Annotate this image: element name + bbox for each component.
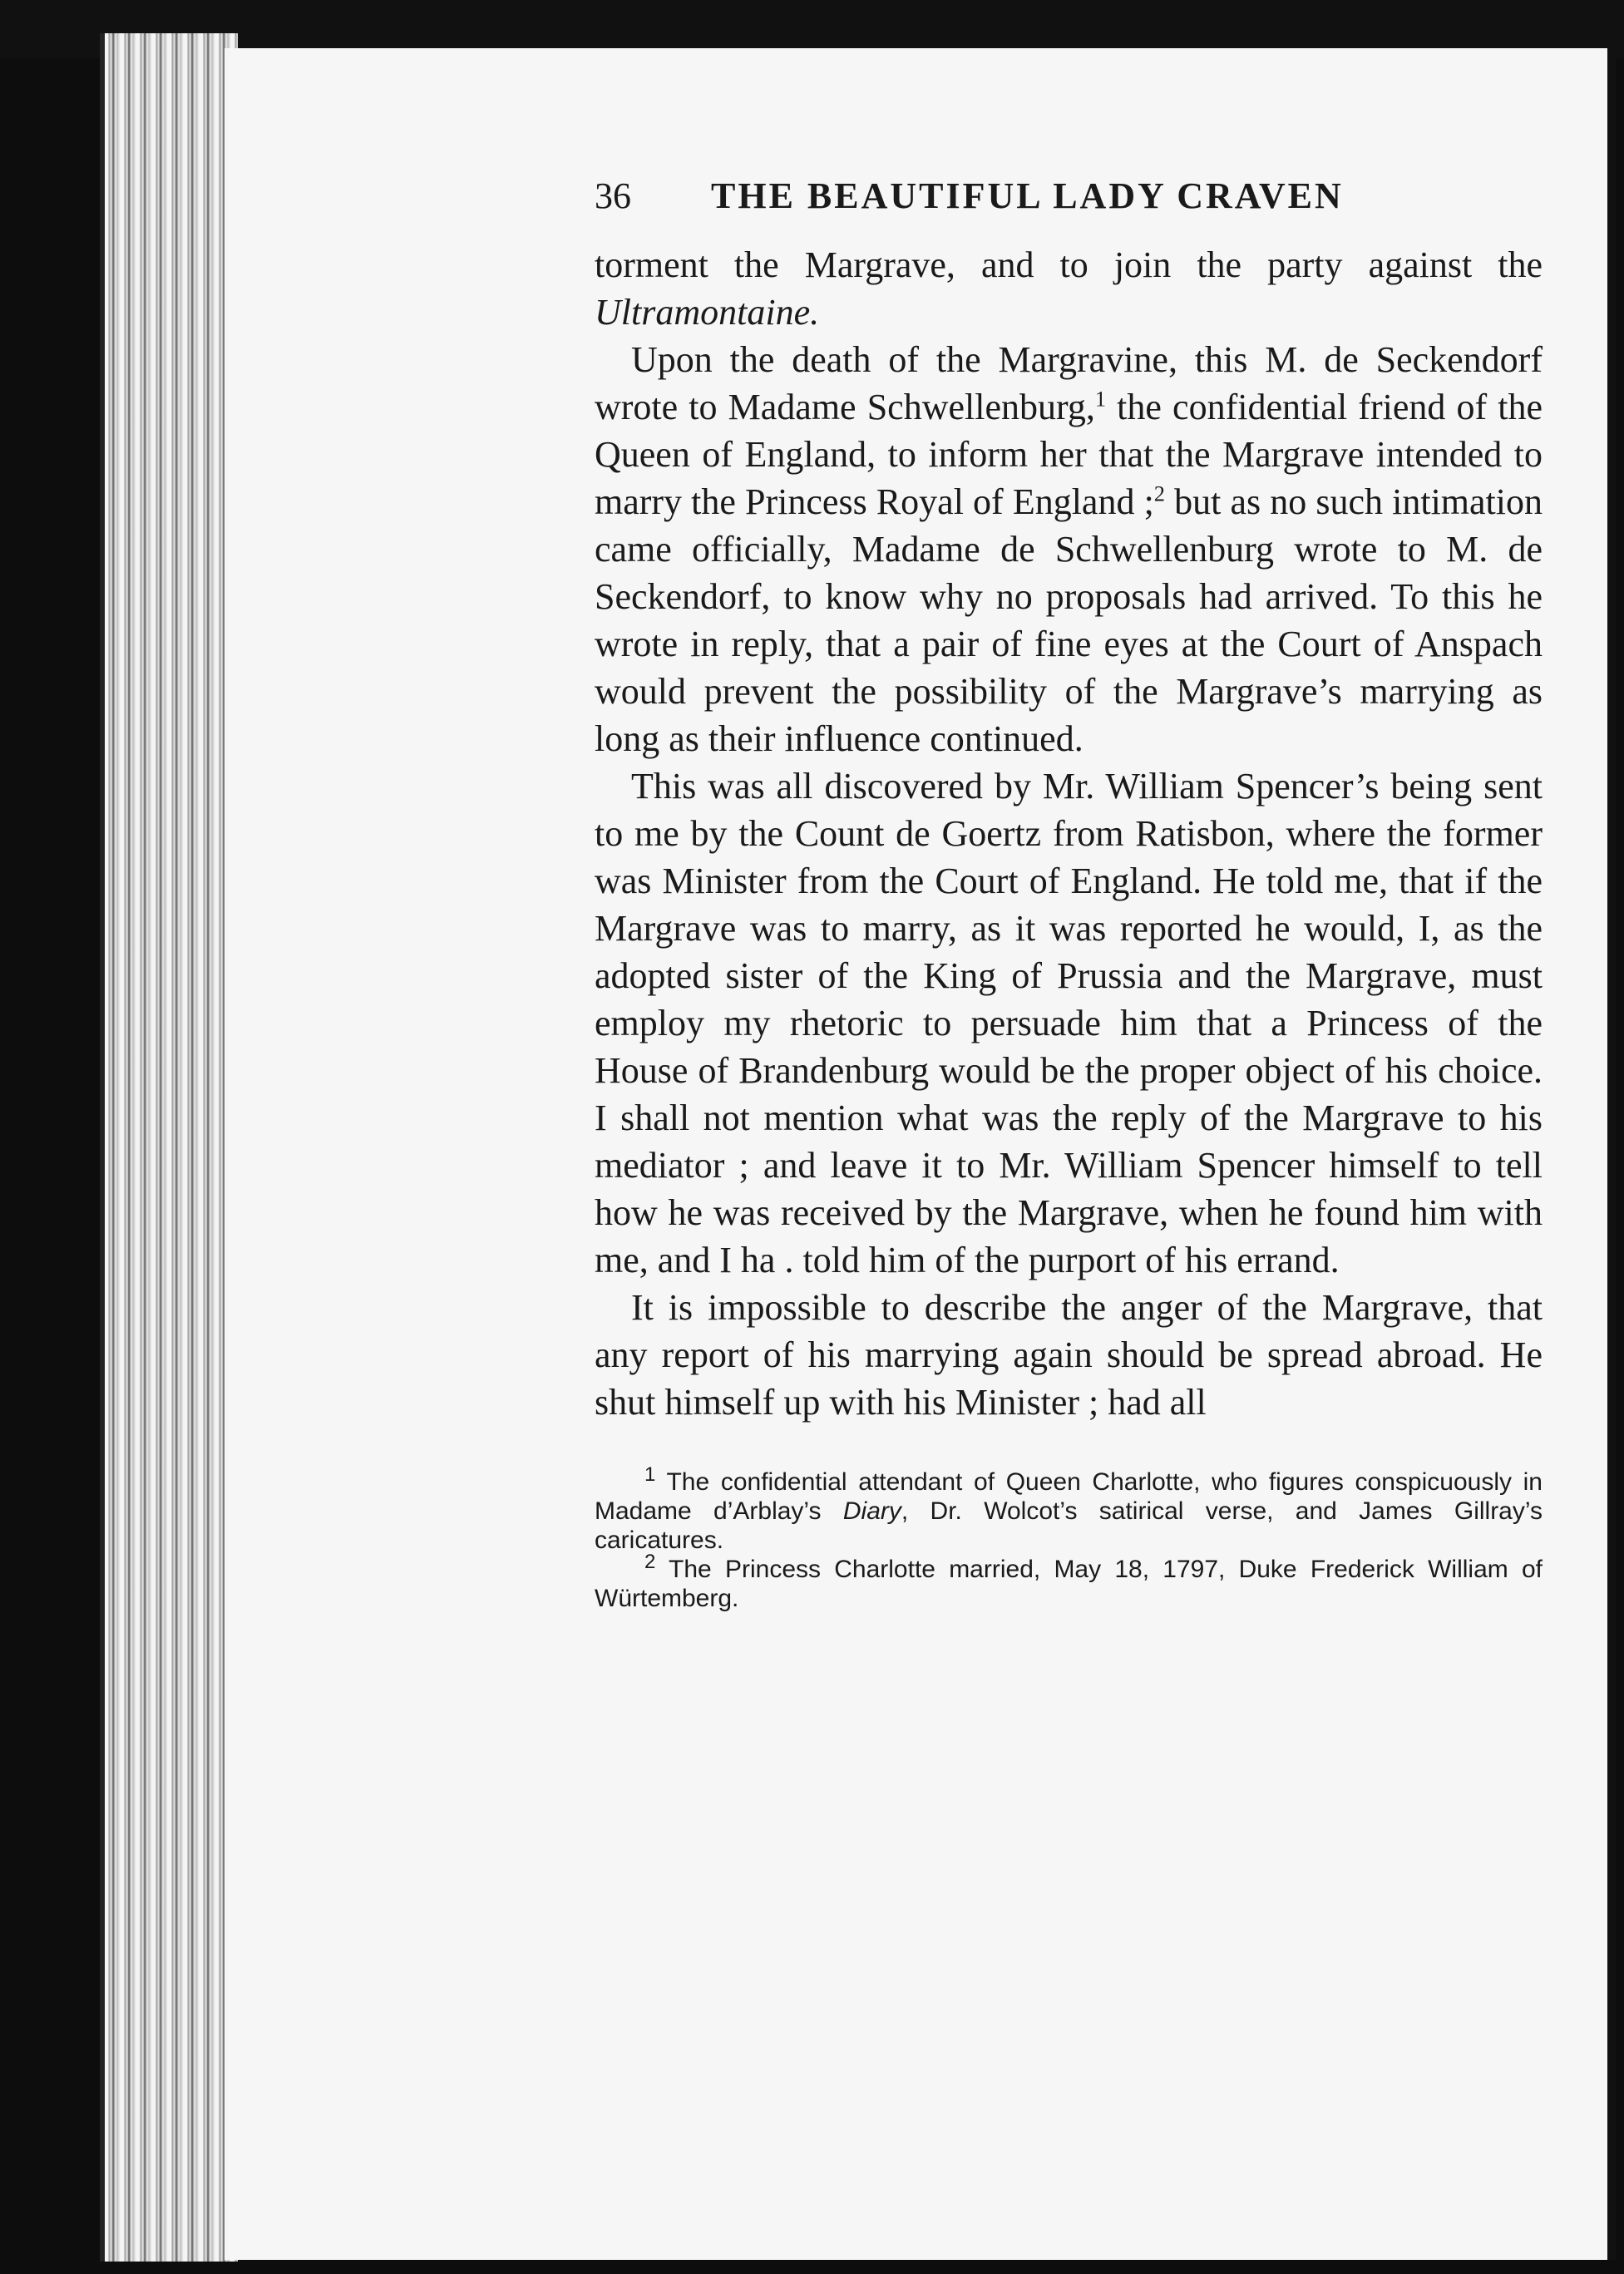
paragraph-1-italic: Ultramontaine. (595, 292, 820, 333)
footnote-1 (595, 1463, 1543, 1555)
footnote-1-marker: 1 (644, 1463, 656, 1486)
running-header (595, 175, 1543, 241)
footnote-1-part1: The confidential attendant of Queen Charlotte, who figures conspicuously in Madame d’Arblay’s (595, 1468, 1543, 1525)
footnotes (595, 1463, 1543, 1613)
body-text (595, 241, 1543, 1426)
footnote-1-italic: Diary (842, 1497, 901, 1525)
footnote-2-marker: 2 (644, 1551, 656, 1573)
paragraph-2-part3: but as no such intimation came officially, Madame de Schwellenburg wrote to M. de Seckendorf, to know why no proposals had arrived. To this he wrote in reply, that a pair of fine eyes at the Court of Anspach would prevent the possibility of the Margrave’s marrying as long as their influence continued. (595, 481, 1543, 759)
footnote-2-text: The Princess Charlotte married, May 18, 1797, Duke Frederick William of Würtemberg. (595, 1556, 1543, 1612)
footnote-2 (595, 1551, 1543, 1613)
footnote-1-part2: , Dr. Wolcot’s satirical verse, and James Gillray’s caricatures. (595, 1497, 1543, 1554)
paragraph-4: It is impossible to describe the anger of the Margrave, that any report of his marrying again should be spread abroad. He shut himself up with his Minister ; had all (595, 1287, 1543, 1423)
footnote-ref-2: 2 (1153, 481, 1165, 506)
paragraph-2-part1: Upon the death of the Margravine, this M. de Seckendorf wrote to Madame Schwellenburg, (595, 339, 1543, 427)
paragraph-1 (595, 241, 1543, 336)
footnote-ref-1: 1 (1094, 386, 1107, 412)
paragraph-1-text: torment the Margrave, and to join the party against the (595, 244, 1543, 285)
paragraph-2-part2: the confidential friend of the Queen of England, to inform her that the Margrave intended to marry the Princess Royal of England ; (595, 387, 1543, 522)
book-page-edges (100, 33, 238, 2262)
paragraph-2 (595, 336, 1543, 762)
paragraph-3: This was all discovered by Mr. William Spencer’s being sent to me by the Count de Goertz from Ratisbon, where the former was Minister from the Court of England. He told me, that if the Margrave was to marry, as it was reported he would, I, as the adopted sister of the King of Prussia and the Margrave, must employ my rhetoric to persuade him that a Princess of the House of Brandenburg would be the proper object of his choice. I shall not mention what was the reply of the Margrave to his mediator ; and leave it to Mr. William Spencer himself to tell how he was received by the Margrave, when he found him with me, and I ha . told him of the purport of his errand. (595, 766, 1543, 1280)
page-number: 36 (595, 175, 631, 216)
page-text-block (595, 175, 1543, 1613)
running-title: THE BEAUTIFUL LADY CRAVEN (711, 175, 1344, 216)
